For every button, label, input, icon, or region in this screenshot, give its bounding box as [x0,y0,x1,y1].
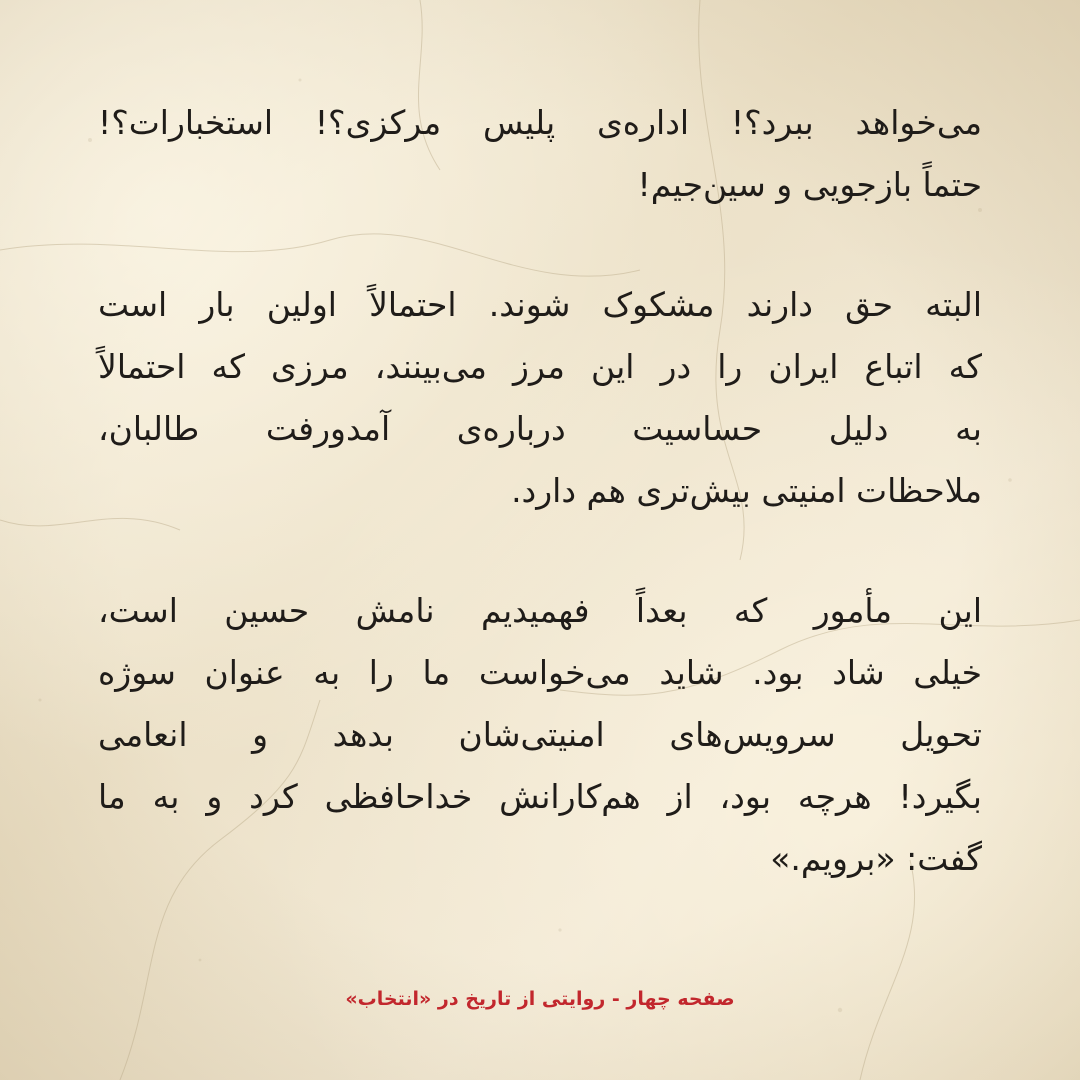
text-line: بگیرد! هرچه بود، از هم‌کارانش خداحافظی کرد و به ما [98,777,982,816]
text-line: البته حق دارند مشکوک شوند. احتمالاً اولین بار است [98,285,982,324]
page-footer: صفحه چهار - روایتی از تاریخ در «انتخاب» [345,988,735,1010]
text-line: که اتباع ایران را در این مرز می‌بینند، مرزی که احتمالاً [98,347,982,386]
text-line: خیلی شاد بود. شاید می‌خواست ما را به عنوان سوژه [98,653,982,692]
text-line: این مأمور که بعداً فهمیدیم نامش حسین است، [98,591,982,630]
text-line: به دلیل حساسیت درباره‌ی آمدورفت طالبان، [98,409,982,448]
article-body [98,92,982,948]
paragraph-3 [98,580,982,890]
text-line: ملاحظات امنیتی بیش‌تری هم دارد. [511,471,982,510]
text-line: گفت: «برویم.» [770,839,982,878]
text-line: تحویل سرویس‌های امنیتی‌شان بدهد و انعامی [98,715,982,754]
text-line: می‌خواهد ببرد؟! اداره‌ی پلیس مرکزی؟! استخبارات؟! [98,103,982,142]
paragraph-2 [98,274,982,522]
text-line: حتماً بازجویی و سین‌جیم! [637,165,982,204]
paragraph-1 [98,92,982,216]
